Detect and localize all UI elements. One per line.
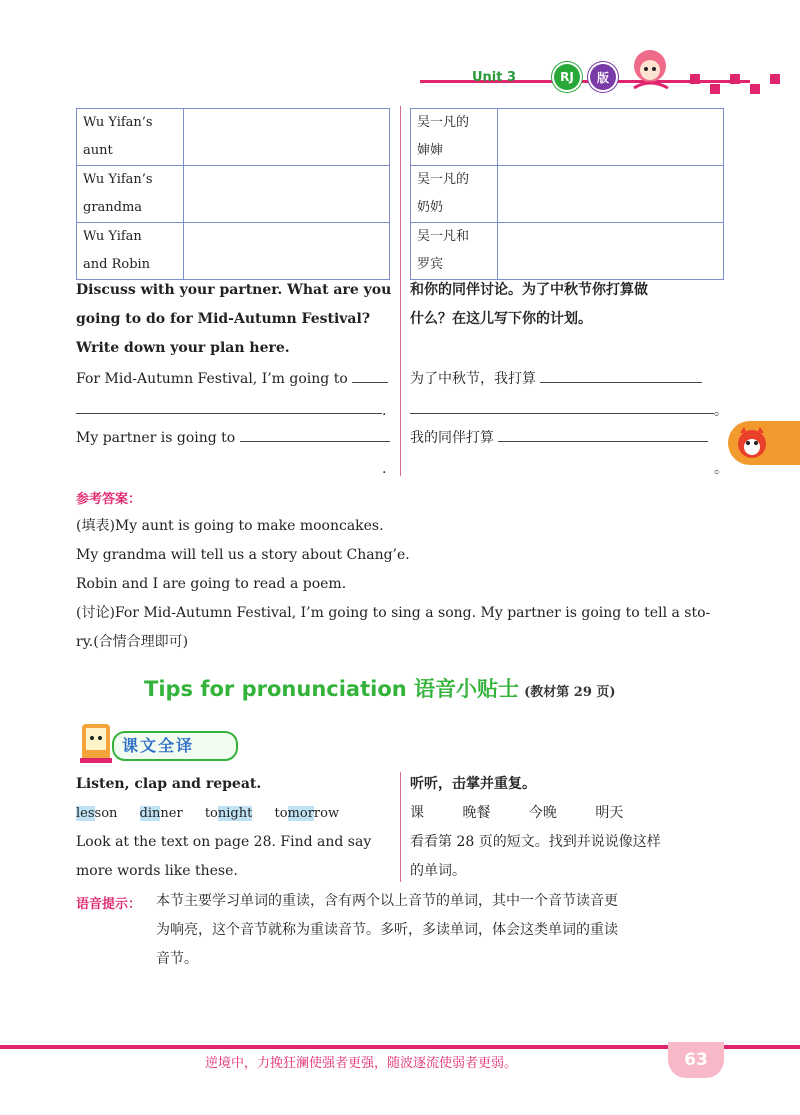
- unit-label: Unit 3: [472, 70, 517, 85]
- table-cell-name: Wu Yifan: [83, 229, 142, 244]
- fox-mascot-icon: [734, 425, 770, 461]
- table-cell-name: 奶奶: [417, 200, 444, 215]
- table-cell-name: and Robin: [83, 257, 151, 272]
- cn-word: 明天: [595, 805, 624, 821]
- tips-heading: [144, 673, 616, 703]
- answer-blank[interactable]: [240, 427, 390, 442]
- hint-text: [156, 887, 730, 974]
- listen-instruction-cn: [410, 828, 730, 886]
- header-line: [420, 80, 750, 83]
- table-cell-blank[interactable]: [184, 223, 390, 280]
- discuss-line: Write down your plan here.: [76, 340, 290, 356]
- instruction-line: 的单词。: [410, 863, 466, 879]
- plan-prompt-text: For Mid-Autumn Festival, I’m going to: [76, 371, 348, 387]
- answer-blank[interactable]: [498, 427, 708, 442]
- table-cell-name: 吴一凡的: [417, 172, 470, 187]
- word-list: [76, 799, 339, 828]
- page-number: 63: [668, 1042, 724, 1078]
- discuss-instruction-en: [76, 276, 392, 363]
- fill-table-en: [76, 108, 390, 280]
- mascot-icon: [620, 44, 680, 94]
- discuss-line: 什么？在这儿写下你的计划。: [410, 311, 592, 327]
- partner-prompt-en: [76, 424, 390, 453]
- period: .: [382, 461, 387, 477]
- answer-blank[interactable]: [352, 368, 388, 383]
- tips-textbook-ref: (教材第 29 页): [524, 685, 616, 700]
- table-cell-name: aunt: [83, 143, 113, 158]
- table-row: [411, 109, 724, 166]
- instruction-line: more words like these.: [76, 863, 238, 879]
- table-cell-blank[interactable]: [498, 223, 724, 280]
- partner-prompt-cn: [410, 424, 708, 453]
- table-cell-blank[interactable]: [498, 166, 724, 223]
- answer-line: My grandma will tell us a story about Chang’e.: [76, 547, 410, 563]
- section-label: 课文全译: [122, 736, 195, 755]
- cn-word: 今晚: [528, 805, 557, 821]
- header-decor: [690, 74, 700, 84]
- table-row: [77, 109, 390, 166]
- period: 。: [714, 461, 728, 477]
- instruction-line: 看看第 28 页的短文。找到并说说像这样: [410, 834, 661, 850]
- listen-instruction-en: [76, 828, 392, 886]
- answer-block: [76, 512, 736, 657]
- table-cell-name: grandma: [83, 200, 143, 215]
- answer-line: ry.(合情合理即可): [76, 634, 189, 650]
- table-cell-blank[interactable]: [498, 109, 724, 166]
- cn-word: 课: [410, 805, 424, 821]
- answer-blank[interactable]: [540, 368, 702, 383]
- hint-label: 语音提示：: [76, 897, 142, 912]
- answer-blank[interactable]: [410, 413, 714, 414]
- column-divider: [400, 772, 401, 882]
- discuss-instruction-cn: [410, 276, 730, 334]
- table-cell-name: 罗宾: [417, 257, 444, 272]
- edition-badge-rj: RJ: [554, 64, 580, 90]
- column-divider: [400, 106, 401, 476]
- listen-title-cn: 听听，击掌并重复。: [410, 776, 536, 792]
- header-decor: [710, 84, 720, 94]
- header-decor: [730, 74, 740, 84]
- table-row: [77, 223, 390, 280]
- answer-line: (填表)My aunt is going to make mooncakes.: [76, 518, 384, 534]
- answer-blank[interactable]: [76, 413, 382, 414]
- period: .: [382, 403, 387, 419]
- partner-prompt-text: 我的同伴打算: [410, 430, 494, 446]
- hint-line: 本节主要学习单词的重读，含有两个以上音节的单词，其中一个音节读音更: [156, 893, 618, 909]
- discuss-line: going to do for Mid-Autumn Festival?: [76, 311, 371, 327]
- word-item: tonight: [204, 806, 253, 821]
- table-cell-name: 婶婶: [417, 143, 444, 158]
- fill-table-cn: [410, 108, 724, 280]
- table-cell-name: Wu Yifan’s: [83, 172, 153, 187]
- answer-line: Robin and I are going to read a poem.: [76, 576, 347, 592]
- book-mascot-icon: [76, 720, 116, 766]
- instruction-line: Look at the text on page 28. Find and say: [76, 834, 372, 850]
- hint-line: 为响亮，这个音节就称为重读音节。多听，多读单词，体会这类单词的重读: [156, 922, 618, 938]
- cn-word: 晚餐: [462, 805, 491, 821]
- table-cell-blank[interactable]: [184, 109, 390, 166]
- table-row: [77, 166, 390, 223]
- plan-prompt-en: [76, 365, 388, 394]
- table-cell-blank[interactable]: [184, 166, 390, 223]
- discuss-line: Discuss with your partner. What are you: [76, 282, 392, 298]
- header-decor: [770, 74, 780, 84]
- discuss-line: 和你的同伴讨论。为了中秋节你打算做: [410, 282, 648, 298]
- period: 。: [714, 403, 728, 419]
- table-row: [411, 166, 724, 223]
- word-item: dinner: [139, 806, 183, 821]
- plan-prompt-text: 为了中秋节，我打算: [410, 371, 536, 387]
- table-cell-name: 吴一凡的: [417, 115, 470, 130]
- footer-motto: 逆境中，力挽狂澜使强者更强，随波逐流使弱者更弱。: [205, 1056, 518, 1071]
- table-row: [411, 223, 724, 280]
- header-decor: [750, 84, 760, 94]
- word-item: lesson: [76, 806, 118, 821]
- partner-prompt-text: My partner is going to: [76, 430, 236, 446]
- answer-line: (讨论)For Mid-Autumn Festival, I’m going to sing a song. My partner is going to tell a sto-: [76, 605, 711, 621]
- answer-title: 参考答案：: [76, 492, 142, 507]
- cn-word-list: [410, 799, 623, 828]
- word-item: tomorrow: [274, 806, 340, 821]
- plan-prompt-cn: [410, 365, 702, 394]
- hint-line: 音节。: [156, 951, 198, 967]
- tips-title: Tips for pronunciation 语音小贴士: [144, 677, 520, 701]
- edition-badge-ban: 版: [590, 64, 616, 90]
- table-cell-name: Wu Yifan’s: [83, 115, 153, 130]
- table-cell-name: 吴一凡和: [417, 229, 470, 244]
- listen-title-en: Listen, clap and repeat.: [76, 776, 262, 792]
